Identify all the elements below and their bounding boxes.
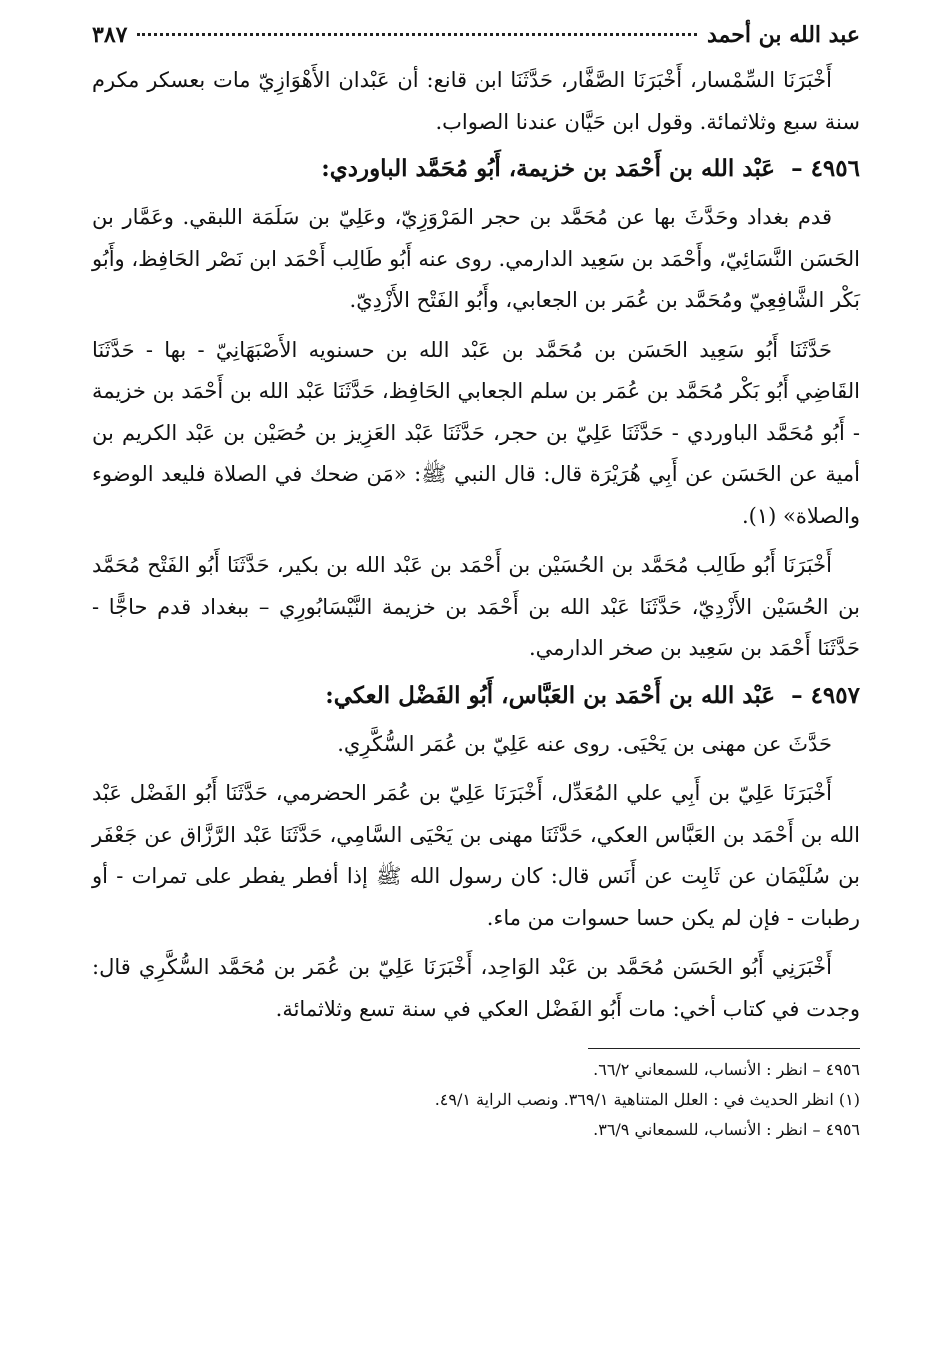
paragraph: حَدَّثَنَا أَبُو سَعِيد الحَسَن بن مُحَمَّد بن عَبْد الله بن حسنويه الأَصْبَهَانِيّ - بها - حَدَّثَنَا القَاضِي أَبُو بَكْر مُحَمَّد بن عُمَر بن سلم الجعابي الحَافِظ، حَدَّثَنَا عَبْد الله بن أَحْمَد بن خزيمة - أَبُو مُحَمَّد الباوردي - حَدَّثَنَا عَلِيّ بن حجر، حَدَّثَنَا عَبْد العَزِيز بن حُصَيْن بن عَبْد الكريم بن أمية عن الحَسَن عن أَبِي هُرَيْرَة قال: قال النبي ﷺ: «مَن ضحك في الصلاة فليعد الوضوء والصلاة» (١).	[92, 337, 860, 528]
page-number: ٣٨٧	[92, 22, 128, 48]
footnote: (١) انظر الحديث في : العلل المتناهية ٣٦٩/١. ونصب الراية ٤٩/١.	[434, 1090, 860, 1109]
footnote-separator	[588, 1048, 860, 1049]
paragraph: حَدَّثَ عن مهنى بن يَحْيَى. روى عنه عَلِيّ بن عُمَر السُّكَّرِي.	[337, 731, 832, 756]
header-dot-leader	[137, 33, 697, 36]
main-text	[92, 60, 860, 1030]
running-title: عبد الله بن أحمد	[706, 22, 860, 48]
entry-heading-4956	[92, 147, 860, 191]
paragraph: قدم بغداد وحَدَّثَ بها عن مُحَمَّد بن حجر المَرْوَزِيّ، وعَلِيّ بن سَلَمَة اللبقي. وعَمَّار بن الحَسَن النَّسَائِيّ، وأَحْمَد بن سَعِيد الدارمي. روى عنه أَبُو طَالِب أَحْمَد ابن نَصْر الحَافِظ، وأَبُو بَكْر الشَّافِعِيّ ومُحَمَّد بن عُمَر بن الجعابي، وأَبُو الفَتْح الأَزْدِيّ.	[92, 205, 860, 312]
footnote: ٤٩٥٦ – انظر : الأنساب، للسمعاني ٦٦/٢.	[593, 1060, 860, 1079]
entry-title: عَبْد الله بن أَحْمَد بن العَبَّاس، أَبُو الفَضْل العكي:	[325, 681, 776, 709]
entry-heading-4957	[92, 674, 860, 718]
entry-number: ٤٩٥٧ –	[791, 681, 860, 709]
entry-title: عَبْد الله بن أَحْمَد بن خزيمة، أَبُو مُحَمَّد الباوردي:	[321, 155, 776, 182]
paragraph: أَخْبَرَنَا عَلِيّ بن أَبِي علي المُعَدِّل، أَخْبَرَنَا عَلِيّ بن عُمَر الحضرمي، حَدَّثَنَا أَبُو الفَضْل عَبْد الله بن أَحْمَد بن العَبَّاس العكي، حَدَّثَنَا مهنى بن يَحْيَى السَّامِي، حَدَّثَنَا عَبْد الرَّزَّاق عن جَعْفَر بن سُلَيْمَان عن ثَابِت عن أَنَس قال: كان رسول الله ﷺ إذا أفطر يفطر على تمرات - أو رطبات - فإن لم يكن حسا حسوات من ماء.	[92, 781, 860, 930]
footnotes	[92, 1055, 860, 1145]
footnote: ٤٩٥٦ – انظر : الأنساب، للسمعاني ٣٦/٩.	[593, 1120, 860, 1139]
paragraph: أَخْبَرَنَا أَبُو طَالِب مُحَمَّد بن الحُسَيْن بن أَحْمَد بن عَبْد الله بن بكير، حَدَّثَنَا أَبُو الفَتْح مُحَمَّد بن الحُسَيْن الأَزْدِيّ، حَدَّثَنَا عَبْد الله بن أَحْمَد بن خزيمة النَّيْسَابُورِي – ببغداد قدم حاجًّا - حَدَّثَنَا أَحْمَد بن سَعِيد بن صخر الدارمي.	[92, 553, 860, 660]
entry-number: ٤٩٥٦ –	[791, 155, 860, 182]
paragraph: أَخْبَرَنِي أَبُو الحَسَن مُحَمَّد بن عَبْد الوَاحِد، أَخْبَرَنَا عَلِيّ بن عُمَر بن مُحَمَّد السُّكَّرِي قال: وجدت في كتاب أخي: مات أَبُو الفَضْل العكي في سنة تسع وثلاثمائة.	[92, 955, 860, 1021]
page-header	[92, 22, 860, 60]
paragraph: أَخْبَرَنَا السِّمْسار، أَخْبَرَنَا الصَّفَّار، حَدَّثَنَا ابن قانع: أن عَبْدان الأَهْوَازِيّ مات بعسكر مكرم سنة سبع وثلاثمائة. وقول ابن حَيَّان عندنا الصواب.	[92, 68, 860, 134]
